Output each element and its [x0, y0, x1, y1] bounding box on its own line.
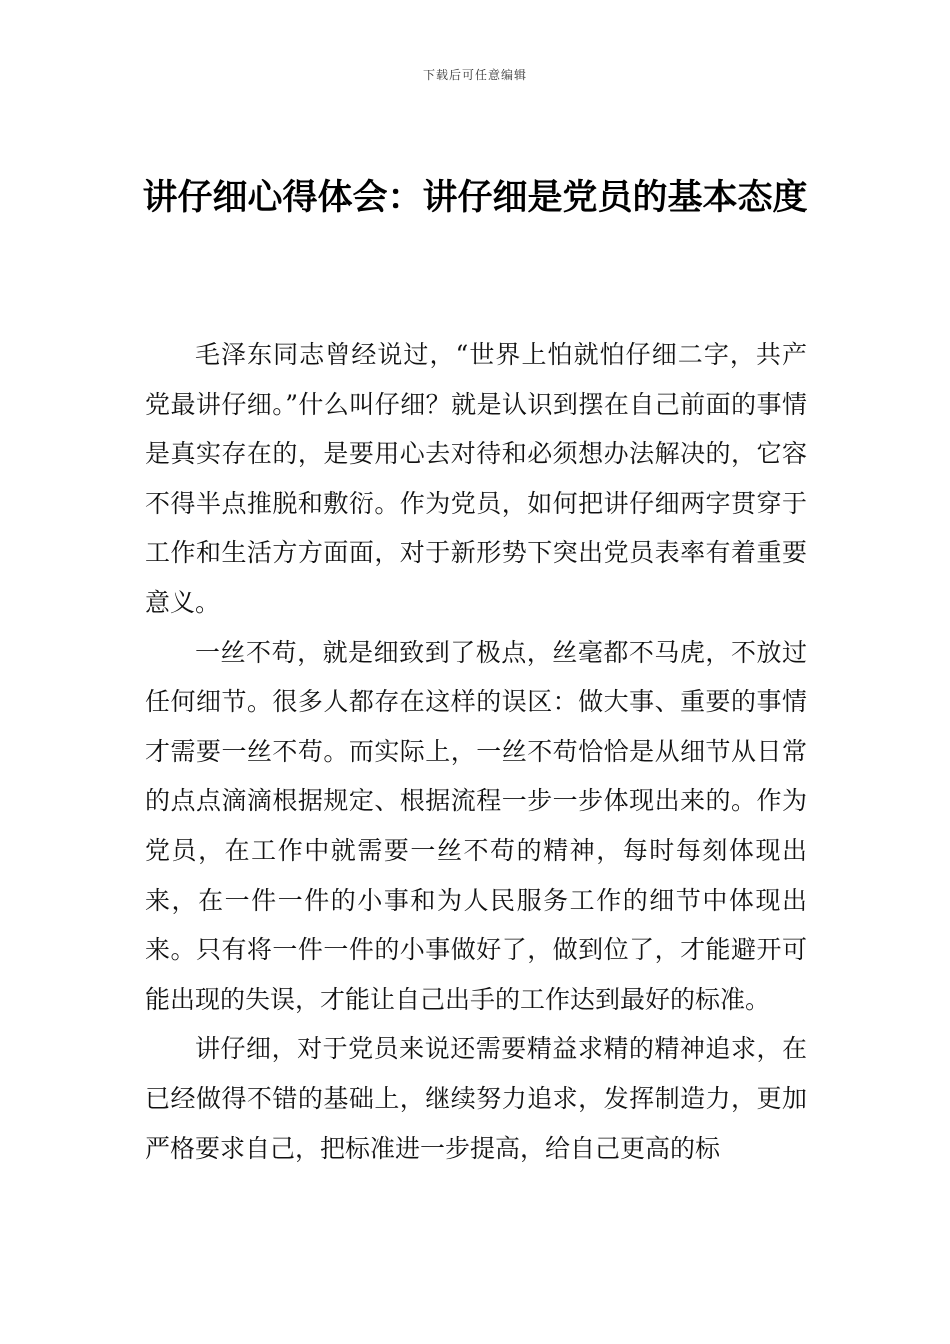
paragraph-1: 毛泽东同志曾经说过，“世界上怕就怕仔细二字，共产党最讲仔细。”什么叫仔细？就是认识到摆在自己前面的事情是真实存在的，是要用心去对待和必须想办法解决的，它容不得半点推脱和敷衍。作为党员，如何把讲仔细两字贯穿于工作和生活方方面面，对于新形势下突出党员表率有着重要意义。 — [145, 340, 807, 617]
header-note: 下载后可任意编辑 — [422, 68, 527, 82]
paragraph-3: 讲仔细，对于党员来说还需要精益求精的精神追求，在已经做得不错的基础上，继续努力追求，发挥制造力，更加严格要求自己，把标准进一步提高，给自己更高的标 — [145, 1034, 807, 1163]
paragraph-2: 一丝不苟，就是细致到了极点，丝毫都不马虎，不放过任何细节。很多人都存在这样的误区：做大事、重要的事情才需要一丝不苟。而实际上，一丝不苟恰恰是从细节从日常的点点滴滴根据规定、根据流程一步一步体现出来的。作为党员，在工作中就需要一丝不苟的精神，每时每刻体现出来，在一件一件的小事和为人民服务工作的细节中体现出来。只有将一件一件的小事做好了，做到位了，才能避开可能出现的失误，才能让自己出手的工作达到最好的标准。 — [145, 637, 807, 1014]
document-body — [145, 330, 807, 1173]
document-title: 讲仔细心得体会：讲仔细是党员的基本态度 — [142, 177, 808, 218]
